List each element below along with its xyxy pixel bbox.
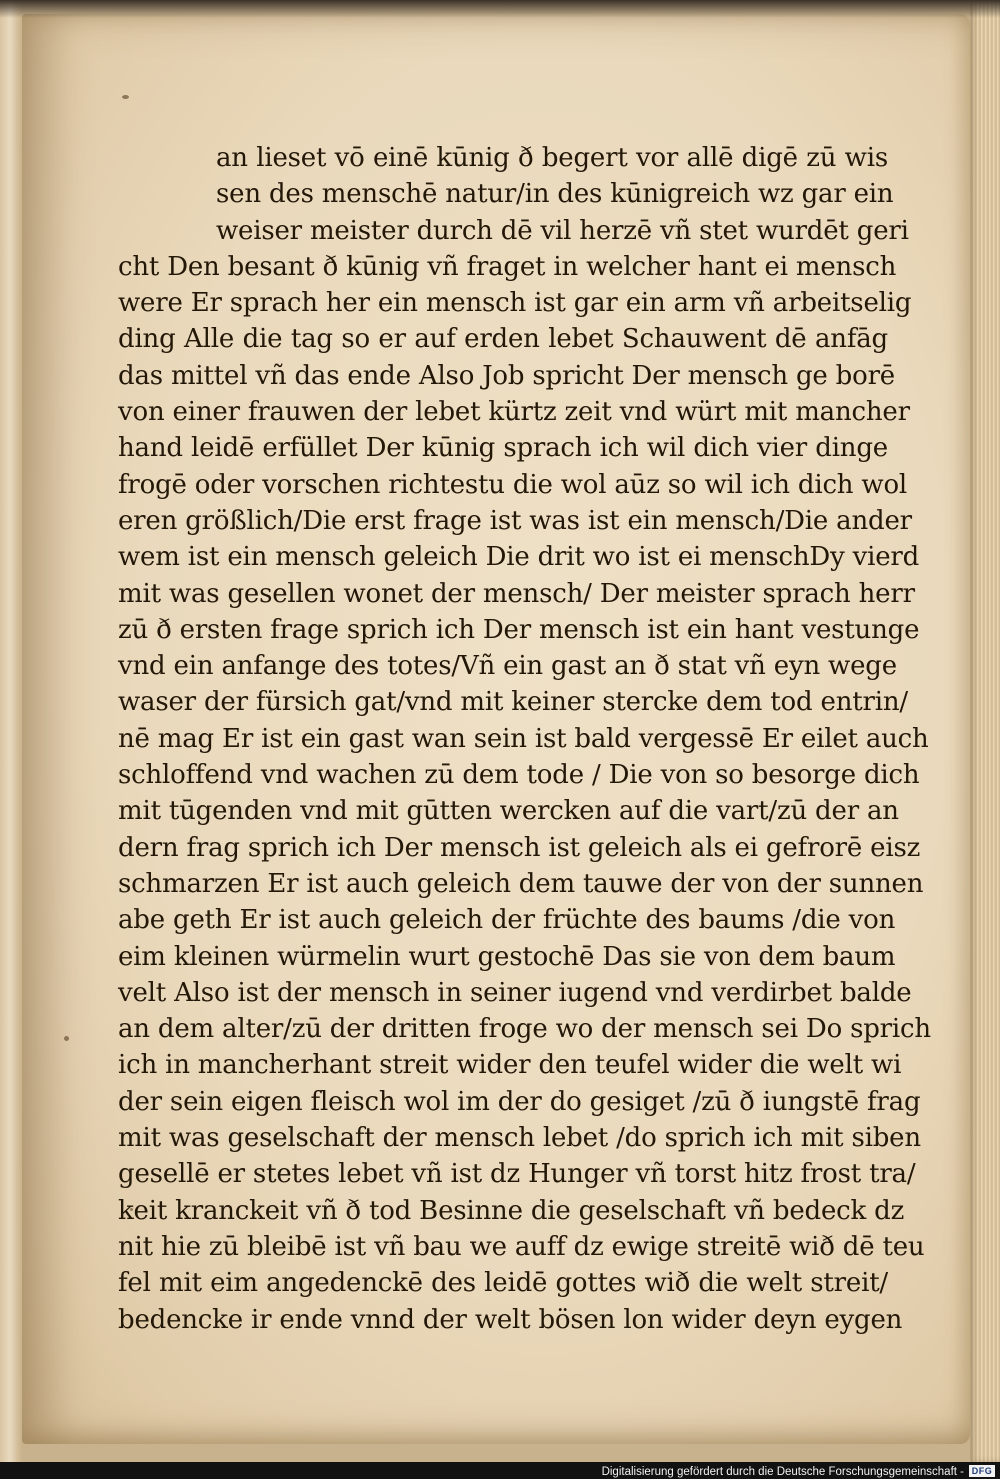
text-line: nit hie zū bleibē ist vñ bau we auff dz ewige streitē wið dē teu xyxy=(118,1231,925,1262)
text-line: an lieset vō einē kūnig ð begert vor allē digē zū wis xyxy=(216,143,888,173)
text-line: nē mag Er ist ein gast wan sein ist bald vergessē Er eilet auch xyxy=(118,723,929,754)
text-line: gesellē er stetes lebet vñ ist dz Hunger vñ torst hitz frost tra/ xyxy=(118,1159,916,1190)
dfg-logo-icon: DFG xyxy=(969,1465,995,1477)
text-line: keit kranckeit vñ ð tod Besinne die geselschaft vñ bedeck dz xyxy=(118,1195,905,1226)
text-line: das mittel vñ das ende Also Job spricht Der mensch ge borē xyxy=(118,360,895,391)
text-line: fel mit eim angedenckē des leidē gottes wið die welt streit/ xyxy=(118,1268,888,1299)
text-line: bedencke ir ende vnnd der welt bösen lon wider deyn eygen xyxy=(118,1304,903,1335)
text-line: cht Den besant ð kūnig vñ fraget in welcher hant ei mensch xyxy=(118,251,897,282)
text-line: an dem alter/zū der dritten froge wo der mensch sei Do sprich xyxy=(118,1014,931,1045)
text-line: ding Alle die tag so er auf erden lebet Schauwent dē anfāg xyxy=(118,324,888,355)
text-line: waser der fürsich gat/vnd mit keiner stercke dem tod entrin/ xyxy=(118,687,908,718)
text-line: mit was geselschaft der mensch lebet /do sprich ich mit siben xyxy=(118,1123,921,1154)
text-line: weiser meister durch dē vil herzē vñ stet wurdēt geri xyxy=(216,215,909,246)
ink-speck xyxy=(64,1036,69,1041)
text-line: eren größlich/Die erst frage ist was ist ein mensch/Die ander xyxy=(118,505,912,536)
text-line: ich in mancherhant streit wider den teufel wider die welt wi xyxy=(118,1050,902,1081)
text-line: abe geth Er ist auch geleich der früchte des baums /die von xyxy=(118,905,896,936)
text-line: vnd ein anfange des totes/Vñ ein gast an ð stat vñ eyn wege xyxy=(118,651,897,682)
top-edge-shadow xyxy=(0,0,1000,18)
text-line: frogē oder vorschen richtestu die wol aūz so wil ich dich wol xyxy=(118,469,908,500)
text-line: der sein eigen fleisch wol im der do gesiget /zū ð iungstē frag xyxy=(118,1086,921,1117)
text-line: dern frag sprich ich Der mensch ist geleich als ei gefrorē eisz xyxy=(118,832,921,863)
text-line: mit tūgenden vnd mit gūtten wercken auf die vart/zū der an xyxy=(118,796,899,827)
text-line: were Er sprach her ein mensch ist gar ein arm vñ arbeitselig xyxy=(118,288,912,319)
page-fore-edge xyxy=(970,0,1000,1462)
text-line: hand leidē erfüllet Der kūnig sprach ich wil dich vier dinge xyxy=(118,433,888,464)
digitization-credit: Digitalisierung gefördert durch die Deutsche Forschungsgemeinschaft - xyxy=(601,1466,964,1478)
text-line: wem ist ein mensch geleich Die drit wo ist ei menschDy vierd xyxy=(118,542,920,573)
text-line: schloffend vnd wachen zū dem tode / Die von so besorge dich xyxy=(118,760,920,791)
ink-speck xyxy=(122,95,129,99)
text-line: schmarzen Er ist auch geleich dem tauwe der von der sunnen xyxy=(118,868,924,899)
text-line: eim kleinen würmelin wurt gestochē Das sie von dem baum xyxy=(118,941,896,972)
text-line: von einer frauwen der lebet kürtz zeit vnd würt mit mancher xyxy=(118,397,910,428)
text-line: velt Also ist der mensch in seiner iugend vnd verdirbet balde xyxy=(118,977,912,1008)
footer-bar xyxy=(0,1462,1000,1479)
text-line: mit was gesellen wonet der mensch/ Der meister sprach herr xyxy=(118,578,915,609)
text-line: zū ð ersten frage sprich ich Der mensch ist ein hant vestunge xyxy=(118,614,920,645)
body-text xyxy=(118,140,931,1338)
text-line: sen des menschē natur/in des kūnigreich wz gar ein xyxy=(216,179,894,210)
